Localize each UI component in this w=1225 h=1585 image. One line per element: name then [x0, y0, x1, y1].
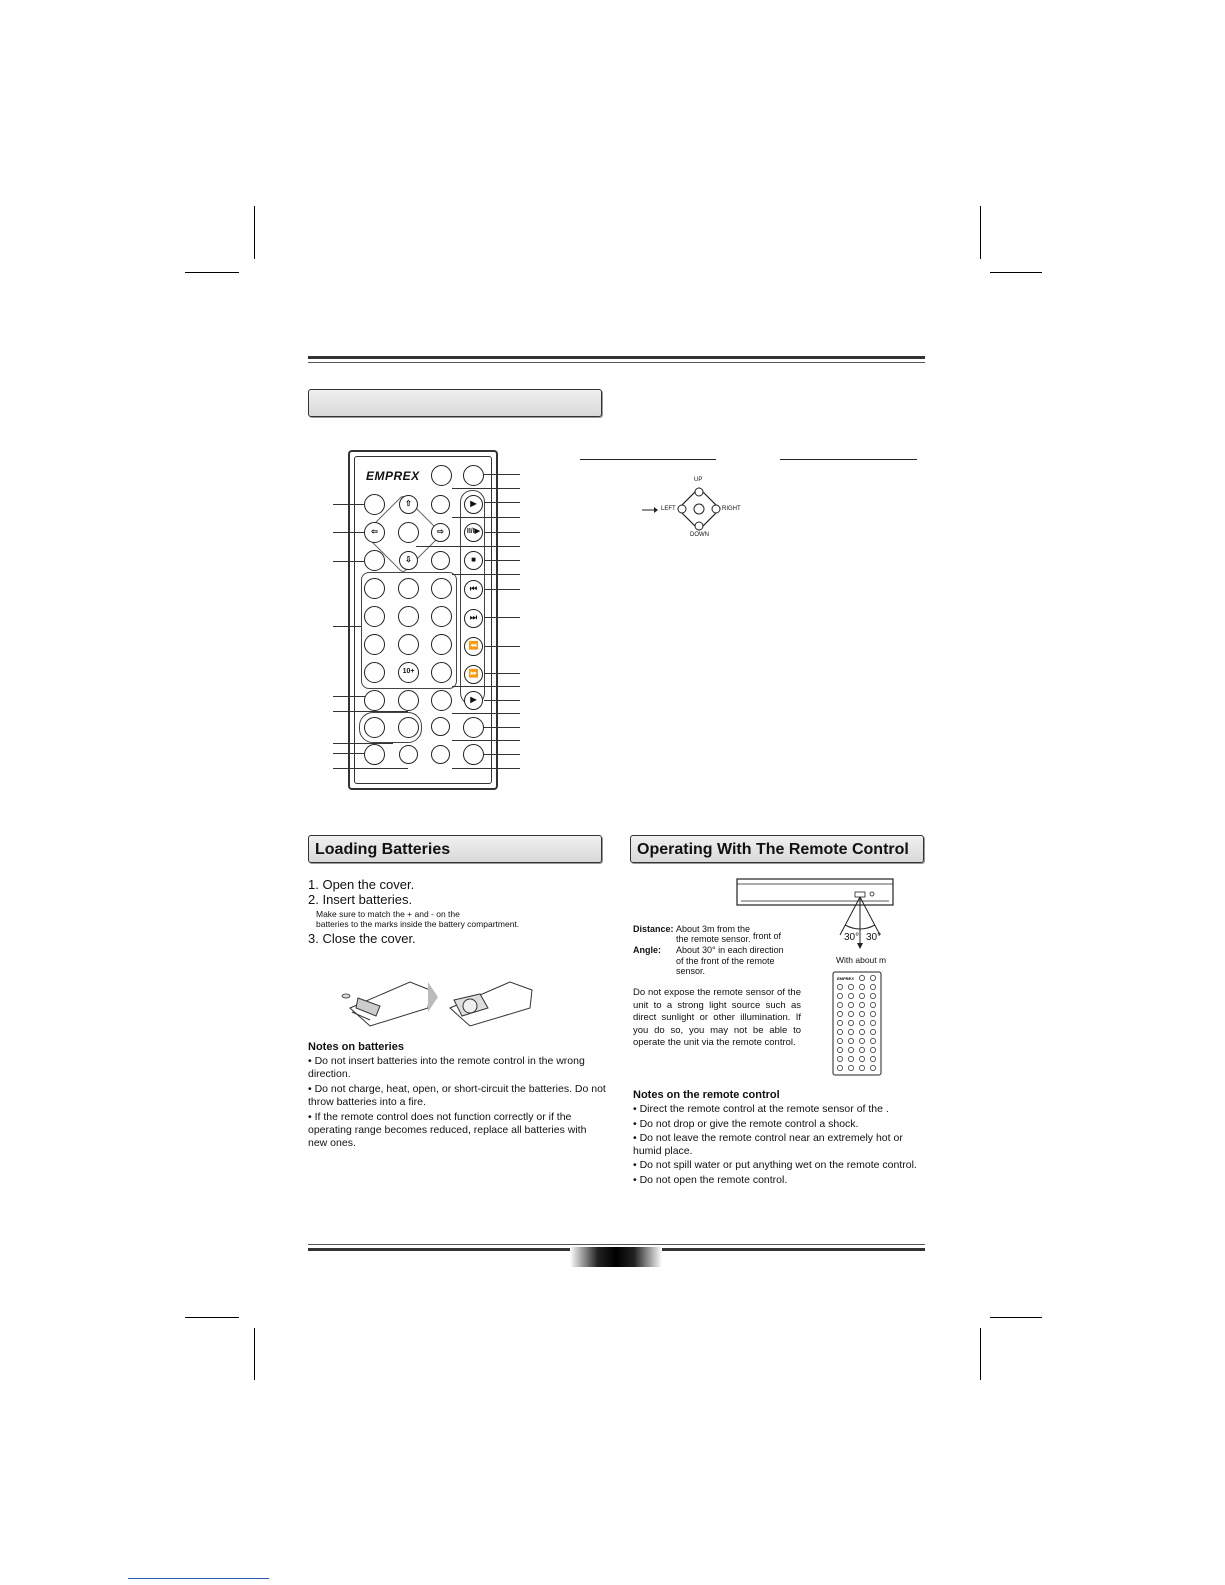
crop-mark [990, 272, 1042, 273]
crop-mark [185, 1317, 239, 1318]
ten-plus-button: 10+ [398, 662, 419, 683]
callout-line [484, 617, 520, 618]
remote-button [364, 690, 385, 711]
remote-button [463, 465, 484, 486]
callout-line [452, 740, 520, 741]
callout-line [333, 504, 365, 505]
callout-line [452, 488, 520, 489]
remote-note: • Do not leave the remote control near an extremely hot or humid place. [633, 1132, 903, 1157]
callout-line [452, 768, 520, 769]
callout-line [484, 502, 520, 503]
number-button [398, 606, 419, 627]
callout-line [484, 589, 520, 590]
distance-text: About 3m from the [676, 924, 751, 934]
bottom-rule-thin [308, 1244, 925, 1245]
operating-remote-header: Operating With The Remote Control [630, 835, 924, 863]
remote-button [431, 465, 452, 486]
remote-note: • Do not open the remote control. [633, 1173, 788, 1186]
blank-underline [580, 459, 716, 460]
battery-note: • Do not charge, heat, open, or short-circuit the batteries. Do not throw batteries into a fire. [308, 1083, 606, 1108]
crop-mark [254, 1328, 255, 1380]
callout-line [452, 686, 520, 687]
slow-play-icon: ▶ [464, 691, 483, 710]
step-3: 3. Close the cover. [308, 931, 416, 946]
remote-button [364, 744, 385, 765]
remote-button [398, 690, 419, 711]
crop-mark [254, 206, 255, 259]
crop-mark [990, 1317, 1042, 1318]
rewind-icon: ⏪ [464, 637, 483, 656]
callout-line [416, 546, 520, 547]
left-arrow-icon: ⇦ [364, 522, 385, 543]
footer-link-underline [128, 1578, 269, 1579]
callout-line [484, 646, 520, 647]
sensor-warning: Do not expose the remote sensor of the unit to a strong light source such as direct sunlight or other illumination. If you do so, you may not be able to operate the unit via the remote control. [633, 987, 801, 1048]
angle-text-1: About 30° in each direction [676, 945, 784, 955]
crop-mark [980, 1328, 981, 1380]
crop-mark [185, 272, 239, 273]
page-number-tab [570, 1247, 662, 1267]
callout-line [452, 574, 520, 575]
down-arrow-icon: ⇩ [399, 551, 418, 570]
play-icon: ▶ [464, 495, 483, 514]
callout-line [484, 700, 520, 701]
callout-line [333, 696, 365, 697]
number-button [431, 606, 452, 627]
distance-text-2: the remote sensor. [676, 934, 751, 944]
nav-label-left: LEFT [661, 506, 676, 512]
step-2-note-2: batteries to the marks inside the battery compartment. [316, 919, 520, 929]
with-about-label: With about m [836, 955, 887, 965]
callout-line [452, 713, 520, 714]
remote-notes-title: Notes on the remote control [633, 1089, 780, 1101]
next-icon: ⏭ [464, 609, 483, 628]
battery-notes-list [308, 1055, 608, 1152]
callout-line [333, 768, 408, 769]
blank-underline [780, 459, 917, 460]
remote-button [463, 744, 484, 765]
up-arrow-icon: ⇧ [399, 495, 418, 514]
fast-forward-icon: ⏩ [464, 665, 483, 684]
callout-line [333, 561, 365, 562]
callout-line [333, 753, 365, 754]
battery-note: • Do not insert batteries into the remote control in the wrong direction. [308, 1055, 585, 1080]
remote-note: • Direct the remote control at the remote sensor of the . [633, 1103, 889, 1115]
callout-line [484, 532, 520, 533]
top-rule [308, 356, 925, 359]
callout-line [452, 517, 520, 518]
remote-note: • Do not drop or give the remote control a shock. [633, 1117, 859, 1130]
number-button [398, 578, 419, 599]
remote-button [399, 745, 418, 764]
previous-icon: ⏮ [464, 580, 483, 599]
callout-line [484, 673, 520, 674]
remote-notes-list [633, 1103, 925, 1188]
number-button [398, 634, 419, 655]
number-button [364, 662, 385, 683]
right-arrow-icon: ⇨ [431, 523, 450, 542]
remote-section-header [308, 389, 602, 417]
angle-right-label: 30° [866, 932, 882, 943]
remote-brand-logo: EMPREX [366, 469, 420, 483]
svg-text:EMPREX: EMPREX [837, 976, 854, 981]
callout-line [484, 560, 520, 561]
remote-button [463, 717, 484, 738]
battery-notes-title: Notes on batteries [308, 1041, 404, 1053]
distance-label: Distance: [633, 924, 674, 934]
remote-button [431, 551, 450, 570]
battery-note: • If the remote control does not function correctly or if the operating range becomes reduced, replace all batteries with new ones. [308, 1111, 587, 1149]
nav-label-down: DOWN [690, 532, 709, 538]
number-button [364, 606, 385, 627]
angle-label: Angle: [633, 945, 661, 955]
remote-button [431, 745, 450, 764]
number-button [431, 578, 452, 599]
remote-button [398, 717, 419, 738]
number-button [364, 578, 385, 599]
number-button [431, 634, 452, 655]
top-rule-thin [308, 362, 925, 363]
remote-button [364, 550, 385, 571]
remote-button [364, 717, 385, 738]
crop-mark [980, 206, 981, 259]
callout-line [333, 743, 393, 744]
step-2-note-1: Make sure to match the + and - on the [316, 909, 460, 919]
remote-button [431, 690, 452, 711]
battery-illustration [340, 968, 535, 1030]
remote-button [364, 494, 385, 515]
remote-note: • Do not spill water or put anything wet on the remote control. [633, 1159, 917, 1171]
number-button [431, 662, 452, 683]
callout-line [333, 626, 361, 627]
callout-line [333, 711, 408, 712]
nav-label-up: UP [694, 477, 703, 483]
nav-label-right: RIGHT [722, 506, 741, 512]
callout-line [484, 754, 520, 755]
callout-line [484, 474, 520, 475]
pause-step-icon: II/I▶ [464, 523, 483, 542]
callout-line [484, 727, 520, 728]
remote-button [431, 495, 450, 514]
stop-icon: ■ [464, 551, 483, 570]
small-remote-illustration [832, 971, 882, 1076]
remote-button [431, 717, 450, 736]
step-1: 1. Open the cover. [308, 877, 415, 892]
enter-button [398, 522, 419, 543]
number-button [364, 634, 385, 655]
step-2: 2. Insert batteries. [308, 892, 413, 907]
callout-line [333, 532, 365, 533]
loading-batteries-header: Loading Batteries [308, 835, 602, 863]
angle-left-label: 30° [844, 932, 860, 943]
angle-text-3: sensor. [676, 966, 706, 976]
front-of-text: front of [753, 931, 782, 941]
angle-text-2: of the front of the remote [676, 956, 775, 966]
